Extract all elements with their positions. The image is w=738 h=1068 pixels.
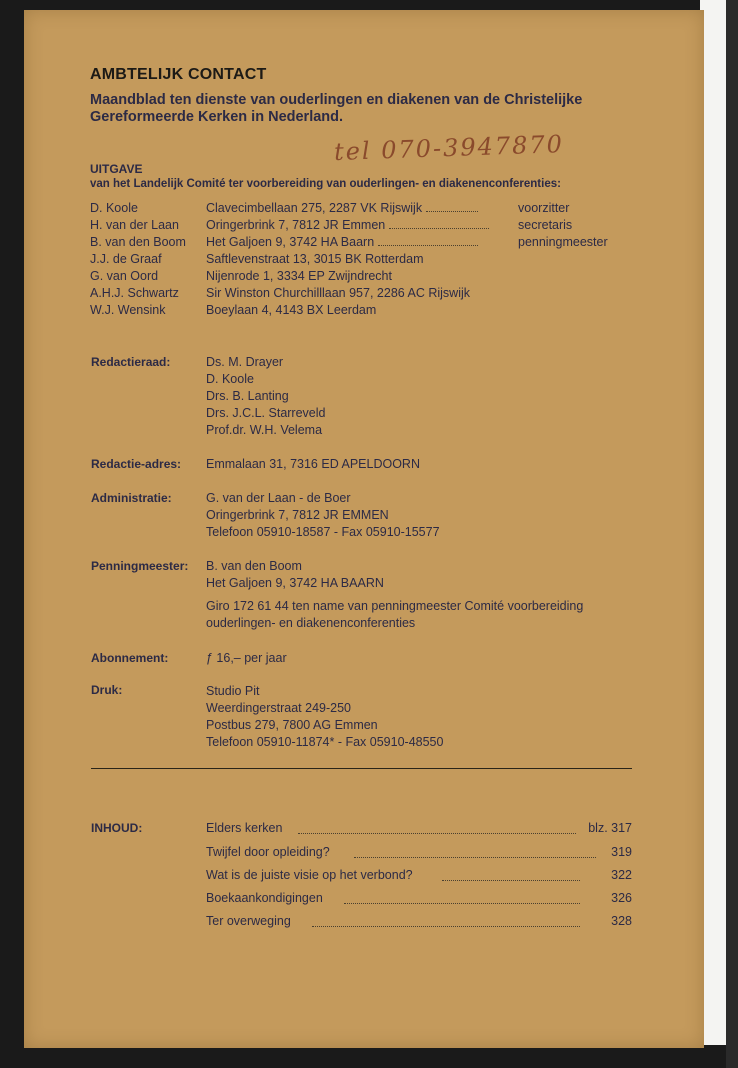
toc-item-title: Boekaankondigingen [206, 891, 323, 905]
druk-line: Studio Pit [206, 684, 260, 698]
redactieraad-label: Redactieraad: [91, 355, 171, 369]
redactieraad-member: Prof.dr. W.H. Velema [206, 423, 323, 437]
board-member-address: Nijenrode 1, 3334 EP Zwijndrecht [206, 269, 392, 283]
toc-item-page: 322 [611, 868, 632, 882]
penningmeester-label: Penningmeester: [91, 559, 189, 573]
druk-line: Postbus 279, 7800 AG Emmen [206, 718, 378, 732]
toc-leader [298, 833, 576, 834]
subtitle-line: Gereformeerde Kerken in Nederland. [90, 109, 344, 125]
board-member-name: H. van der Laan [90, 218, 179, 232]
board-member-role: penningmeester [518, 235, 608, 249]
section-divider [91, 768, 632, 769]
document-page [24, 10, 704, 1048]
handwritten-phone-note: tel 070-3947870 [333, 129, 565, 167]
board-member-name: W.J. Wensink [90, 303, 166, 317]
druk-label: Druk: [91, 683, 123, 697]
redactieraad-member: Drs. J.C.L. Starreveld [206, 406, 326, 420]
board-member-name: A.H.J. Schwartz [90, 286, 179, 300]
board-member-name: G. van Oord [90, 269, 159, 283]
giro-line: Giro 172 61 44 ten name van penningmeester Comité voorbereiding [206, 599, 584, 613]
toc-item-title: Twijfel door opleiding? [206, 845, 330, 859]
subtitle-line: Maandblad ten dienste van ouderlingen en diakenen van de Christelijke [90, 92, 583, 108]
abonnement-label: Abonnement: [91, 651, 169, 665]
toc-item-page: 328 [611, 914, 632, 928]
redactieraad-members [206, 354, 325, 439]
redactieraad-member: Drs. B. Lanting [206, 389, 289, 403]
administratie-label: Administratie: [91, 491, 172, 505]
redactieraad-member: D. Koole [206, 372, 254, 386]
redactie-adres-label: Redactie-adres: [91, 457, 182, 471]
toc-item-title: Ter overweging [206, 914, 291, 928]
toc-leader [312, 926, 580, 927]
administratie-line: Oringerbrink 7, 7812 JR EMMEN [206, 508, 389, 522]
toc-item-title: Wat is de juiste visie op het verbond? [206, 868, 413, 882]
uitgave-description: van het Landelijk Comité ter voorbereiding van ouderlingen- en diakenenconferenties: [90, 178, 561, 190]
board-member-name: J.J. de Graaf [90, 252, 162, 266]
redactieraad-member: Ds. M. Drayer [206, 355, 284, 369]
toc-item-page: 326 [611, 891, 632, 905]
druk-line: Telefoon 05910-11874* - Fax 05910-48550 [206, 735, 444, 749]
penningmeester-line: B. van den Boom [206, 559, 302, 573]
administratie-lines [206, 490, 440, 541]
uitgave-label: UITGAVE [90, 162, 143, 176]
board-member-role: voorzitter [518, 201, 570, 215]
toc-item-page: 319 [611, 845, 632, 859]
toc-item-title: Elders kerken [206, 821, 283, 835]
board-member-name: B. van den Boom [90, 235, 186, 249]
board-member-address: Saftlevenstraat 13, 3015 BK Rotterdam [206, 252, 424, 266]
board-member-address: Boeylaan 4, 4143 BX Leerdam [206, 303, 377, 317]
administratie-line: G. van der Laan - de Boer [206, 491, 351, 505]
magazine-subtitle [90, 92, 582, 126]
board-member-address: Sir Winston Churchilllaan 957, 2286 AC Rijswijk [206, 286, 471, 300]
penningmeester-lines [206, 558, 384, 592]
board-member-address: Het Galjoen 9, 3742 HA Baarn [206, 235, 478, 249]
toc-leader [442, 880, 580, 881]
toc-item-page: blz. 317 [588, 821, 632, 835]
magazine-title: AMBTELIJK CONTACT [90, 66, 267, 83]
toc-leader [344, 903, 580, 904]
board-member-role: secretaris [518, 218, 573, 232]
giro-line: ouderlingen- en diakenenconferenties [206, 616, 416, 630]
druk-line: Weerdingerstraat 249-250 [206, 701, 351, 715]
penningmeester-line: Het Galjoen 9, 3742 HA BAARN [206, 576, 384, 590]
abonnement-value: ƒ 16,– per jaar [206, 651, 287, 665]
board-member-address: Oringerbrink 7, 7812 JR Emmen [206, 218, 489, 232]
inhoud-label: INHOUD: [91, 821, 143, 835]
page-edge [700, 0, 728, 1045]
penningmeester-giro [206, 598, 583, 632]
board-member-address: Clavecimbellaan 275, 2287 VK Rijswijk [206, 201, 478, 215]
druk-lines [206, 683, 443, 751]
toc-leader [354, 857, 596, 858]
board-member-name: D. Koole [90, 201, 138, 215]
scan-border [726, 0, 738, 1068]
redactie-adres-value: Emmalaan 31, 7316 ED APELDOORN [206, 457, 420, 471]
administratie-line: Telefoon 05910-18587 - Fax 05910-15577 [206, 525, 440, 539]
